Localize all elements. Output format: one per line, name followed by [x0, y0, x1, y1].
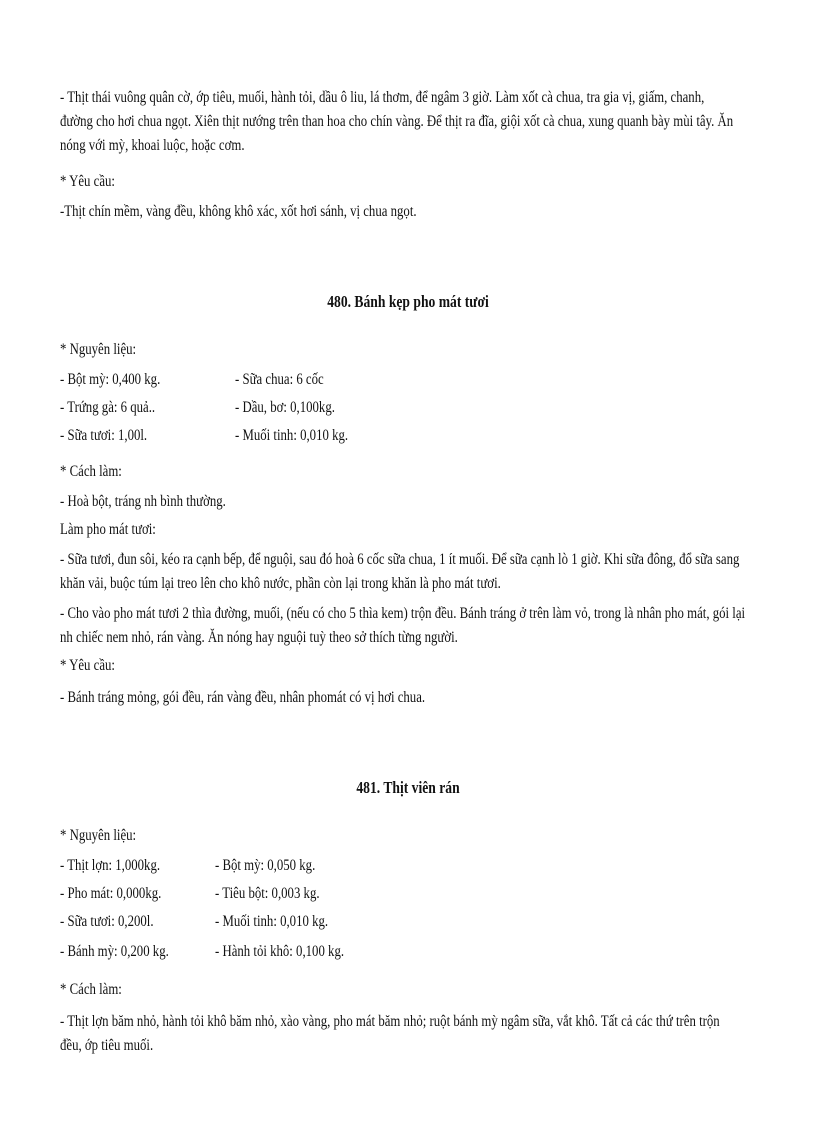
paragraph-line: - Thịt thái vuông quân cờ, ớp tiêu, muối, hành tỏi, dầu ô liu, lá thơm, để ngâm 3 giờ. Làm xốt cà chua, tra gia vị, giấm, chanh,	[60, 89, 705, 106]
ingredients-heading: * Nguyên liệu:	[60, 827, 137, 844]
ingredient-item: - Hành tỏi khô: 0,100 kg.	[215, 943, 345, 960]
ingredient-item: - Sữa tươi: 1,00l.	[60, 427, 148, 444]
ingredient-item: - Pho mát: 0,000kg.	[60, 885, 162, 902]
ingredient-item: - Dầu, bơ: 0,100kg.	[235, 399, 335, 416]
ingredients-heading: * Nguyên liệu:	[60, 341, 137, 358]
method-step: khăn vải, buộc túm lại treo lên cho khô nước, phần còn lại trong khăn là pho mát tươi.	[60, 575, 501, 592]
requirements-heading: * Yêu cầu:	[60, 173, 115, 190]
paragraph-line: nóng với mỳ, khoai luộc, hoặc cơm.	[60, 137, 245, 154]
method-step: - Hoà bột, tráng nh bình thường.	[60, 493, 226, 510]
ingredient-item: - Bánh mỳ: 0,200 kg.	[60, 943, 169, 960]
ingredient-item: - Bột mỳ: 0,050 kg.	[215, 857, 316, 874]
requirements-heading: * Yêu cầu:	[60, 657, 115, 674]
ingredient-item: - Muối tinh: 0,010 kg.	[235, 427, 349, 444]
subheading: Làm pho mát tươi:	[60, 521, 156, 538]
method-heading: * Cách làm:	[60, 463, 122, 480]
recipe-title: 480. Bánh kẹp pho mát tươi	[327, 292, 489, 311]
method-step: nh chiếc nem nhỏ, rán vàng. Ăn nóng hay nguội tuỳ theo sở thích từng người.	[60, 629, 458, 646]
method-heading: * Cách làm:	[60, 981, 122, 998]
paragraph-line: đường cho hơi chua ngọt. Xiên thịt nướng trên than hoa cho chín vàng. Để thịt ra đĩa, giội xốt cà chua, xung quanh bày mùi tây. Ăn	[60, 113, 734, 130]
ingredient-item: - Sữa chua: 6 cốc	[235, 371, 324, 388]
method-step: đều, ớp tiêu muối.	[60, 1037, 154, 1054]
ingredient-item: - Bột mỳ: 0,400 kg.	[60, 371, 161, 388]
ingredient-item: - Thịt lợn: 1,000kg.	[60, 857, 161, 874]
ingredient-item: - Sữa tươi: 0,200l.	[60, 913, 154, 930]
method-step: - Thịt lợn băm nhỏ, hành tỏi khô băm nhỏ, xào vàng, pho mát băm nhỏ; ruột bánh mỳ ngâm sữa, vắt khô. Tất cả các thứ trên trộn	[60, 1013, 720, 1030]
requirements-text: - Bánh tráng mỏng, gói đều, rán vàng đều, nhân phomát có vị hơi chua.	[60, 689, 426, 706]
ingredient-item: - Tiêu bột: 0,003 kg.	[215, 885, 320, 902]
requirements-text: -Thịt chín mềm, vàng đều, không khô xác, xốt hơi sánh, vị chua ngọt.	[60, 203, 417, 220]
recipe-title: 481. Thịt viên rán	[356, 778, 460, 797]
ingredient-item: - Trứng gà: 6 quả..	[60, 399, 156, 416]
method-step: - Cho vào pho mát tươi 2 thìa đường, muối, (nếu có cho 5 thìa kem) trộn đều. Bánh tráng ở trên làm vỏ, trong là nhân pho mát, gói lại	[60, 605, 746, 622]
ingredient-item: - Muối tinh: 0,010 kg.	[215, 913, 329, 930]
method-step: - Sữa tươi, đun sôi, kéo ra cạnh bếp, để nguội, sau đó hoà 6 cốc sữa chua, 1 ít muối. Để sữa cạnh lò 1 giờ. Khi sữa đông, đổ sữa sang	[60, 551, 740, 568]
